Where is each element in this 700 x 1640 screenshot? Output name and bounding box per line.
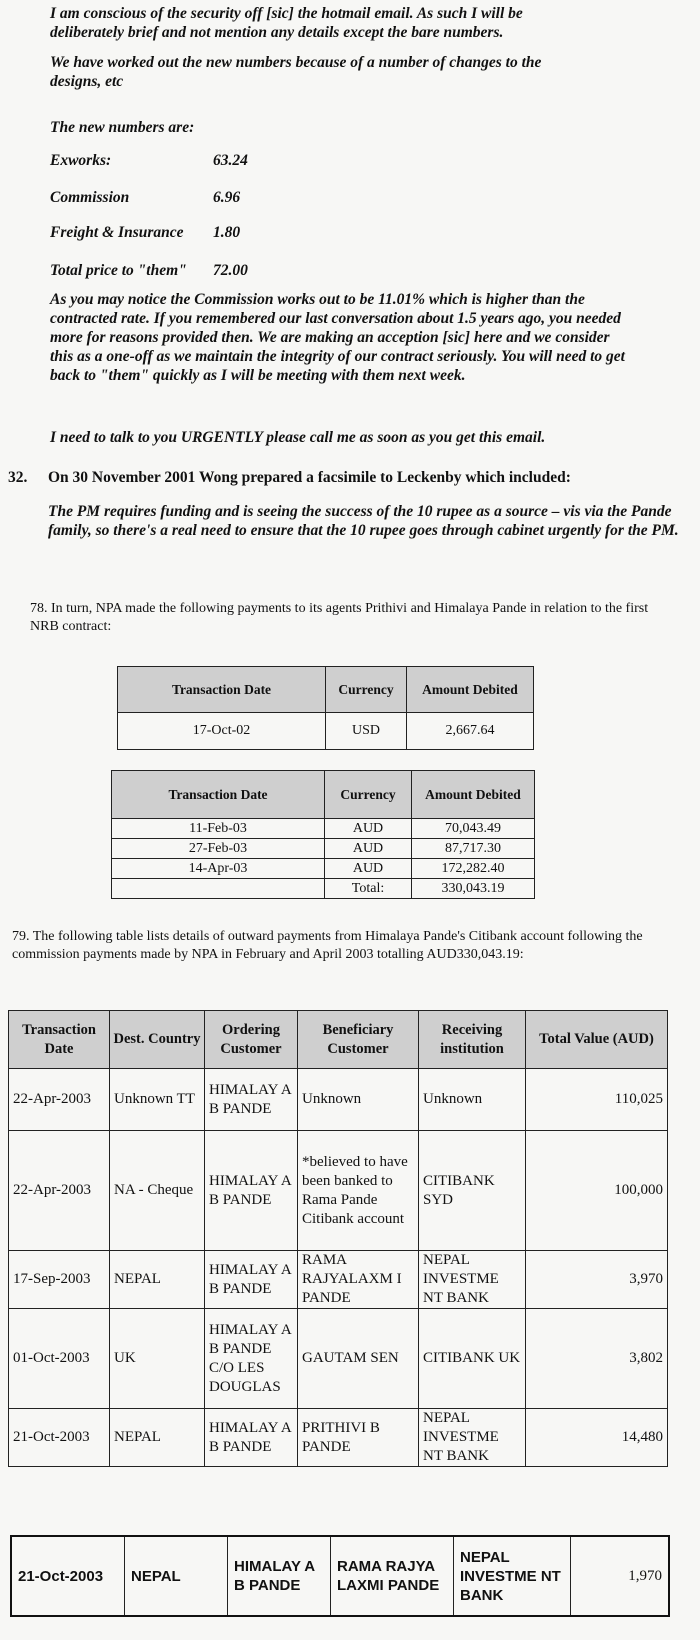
payments-table-usd <box>117 666 534 750</box>
header-transaction-date: Transaction Date <box>9 1011 110 1069</box>
email-paragraph-3: As you may notice the Commission works out to be 11.01% which is higher than the contracted rate. If you remembered our last conversation about 1.5 years ago, you needed more for reasons provided then. We are making an acception [sic] here and we consider this as a one-off as we maintain the integrity of our contract seriously. You will need to get back to "them" quickly as I will be meeting with them next week. <box>50 291 625 384</box>
header-dest-country: Dest. Country <box>110 1011 205 1069</box>
item-32-text: On 30 November 2001 Wong prepared a facsimile to Leckenby which included: <box>48 469 571 486</box>
header-beneficiary-customer: Beneficiary Customer <box>298 1011 419 1069</box>
header-total-value: Total Value (AUD) <box>526 1011 668 1069</box>
item-32-number: 32. <box>8 469 28 486</box>
payments-table-aud <box>111 770 535 899</box>
number-row: Freight & Insurance 1.80 <box>50 224 241 241</box>
table-total-row: Total: 330,043.19 <box>112 879 535 899</box>
table-row: 14-Apr-03 AUD 172,282.40 <box>112 859 535 879</box>
number-row: Exworks: 63.24 <box>50 152 248 169</box>
outward-payments-extra-row <box>10 1535 670 1617</box>
email-paragraph-2: We have worked out the new numbers because of a number of changes to the designs, etc <box>50 54 542 90</box>
table-row: 01-Oct-2003 UK HIMALAY A B PANDE C/O LES DOUGLAS GAUTAM SEN CITIBANK UK 3,802 <box>9 1309 668 1409</box>
number-row: Total price to "them" 72.00 <box>50 262 248 279</box>
email-paragraph-4: I need to talk to you URGENTLY please call me as soon as you get this email. <box>50 429 546 446</box>
header-currency: Currency <box>326 667 407 713</box>
header-currency: Currency <box>325 771 412 819</box>
table-row: 27-Feb-03 AUD 87,717.30 <box>112 839 535 859</box>
email-paragraph-1: I am conscious of the security off [sic] the hotmail email. As such I will be deliberately brief and not mention any details except the bare numbers. <box>50 5 523 41</box>
table-row: 21-Oct-2003 NEPAL HIMALAY A B PANDE RAMA RAJYA LAXMI PANDE NEPAL INVESTME NT BANK 1,970 <box>11 1536 669 1616</box>
outward-payments-table <box>8 1010 668 1467</box>
item-32-quote: The PM requires funding and is seeing the success of the 10 rupee as a source – vis via the Pande family, so there's a real need to ensure that the 10 rupee goes through cabinet urgently for the PM. <box>48 503 679 539</box>
header-amount-debited: Amount Debited <box>412 771 535 819</box>
email-intro: The new numbers are: <box>50 119 195 136</box>
item-79-text: 79. The following table lists details of outward payments from Himalaya Pande's Citibank account following the commission payments made by NPA in February and April 2003 totalling AUD330,043.19: <box>12 929 643 962</box>
table-row: 22-Apr-2003 NA - Cheque HIMALAY A B PANDE *believed to have been banked to Rama Pande Citibank account CITIBANK SYD 100,000 <box>9 1131 668 1251</box>
table-row: 17-Sep-2003 NEPAL HIMALAY A B PANDE RAMA RAJYALAXM I PANDE NEPAL INVESTME NT BANK 3,970 <box>9 1251 668 1309</box>
table-row: 17-Oct-02 USD 2,667.64 <box>118 713 534 750</box>
header-transaction-date: Transaction Date <box>112 771 325 819</box>
header-transaction-date: Transaction Date <box>118 667 326 713</box>
item-78-text: 78. In turn, NPA made the following payments to its agents Prithivi and Himalaya Pande in relation to the first NRB contract: <box>30 601 649 634</box>
table-row: 11-Feb-03 AUD 70,043.49 <box>112 819 535 839</box>
header-ordering-customer: Ordering Customer <box>205 1011 298 1069</box>
header-amount-debited: Amount Debited <box>407 667 534 713</box>
header-receiving-institution: Receiving institution <box>419 1011 526 1069</box>
table-row: 22-Apr-2003 Unknown TT HIMALAY A B PANDE Unknown Unknown 110,025 <box>9 1069 668 1131</box>
table-row: 21-Oct-2003 NEPAL HIMALAY A B PANDE PRITHIVI B PANDE NEPAL INVESTME NT BANK 14,480 <box>9 1409 668 1467</box>
number-row: Commission 6.96 <box>50 189 241 206</box>
